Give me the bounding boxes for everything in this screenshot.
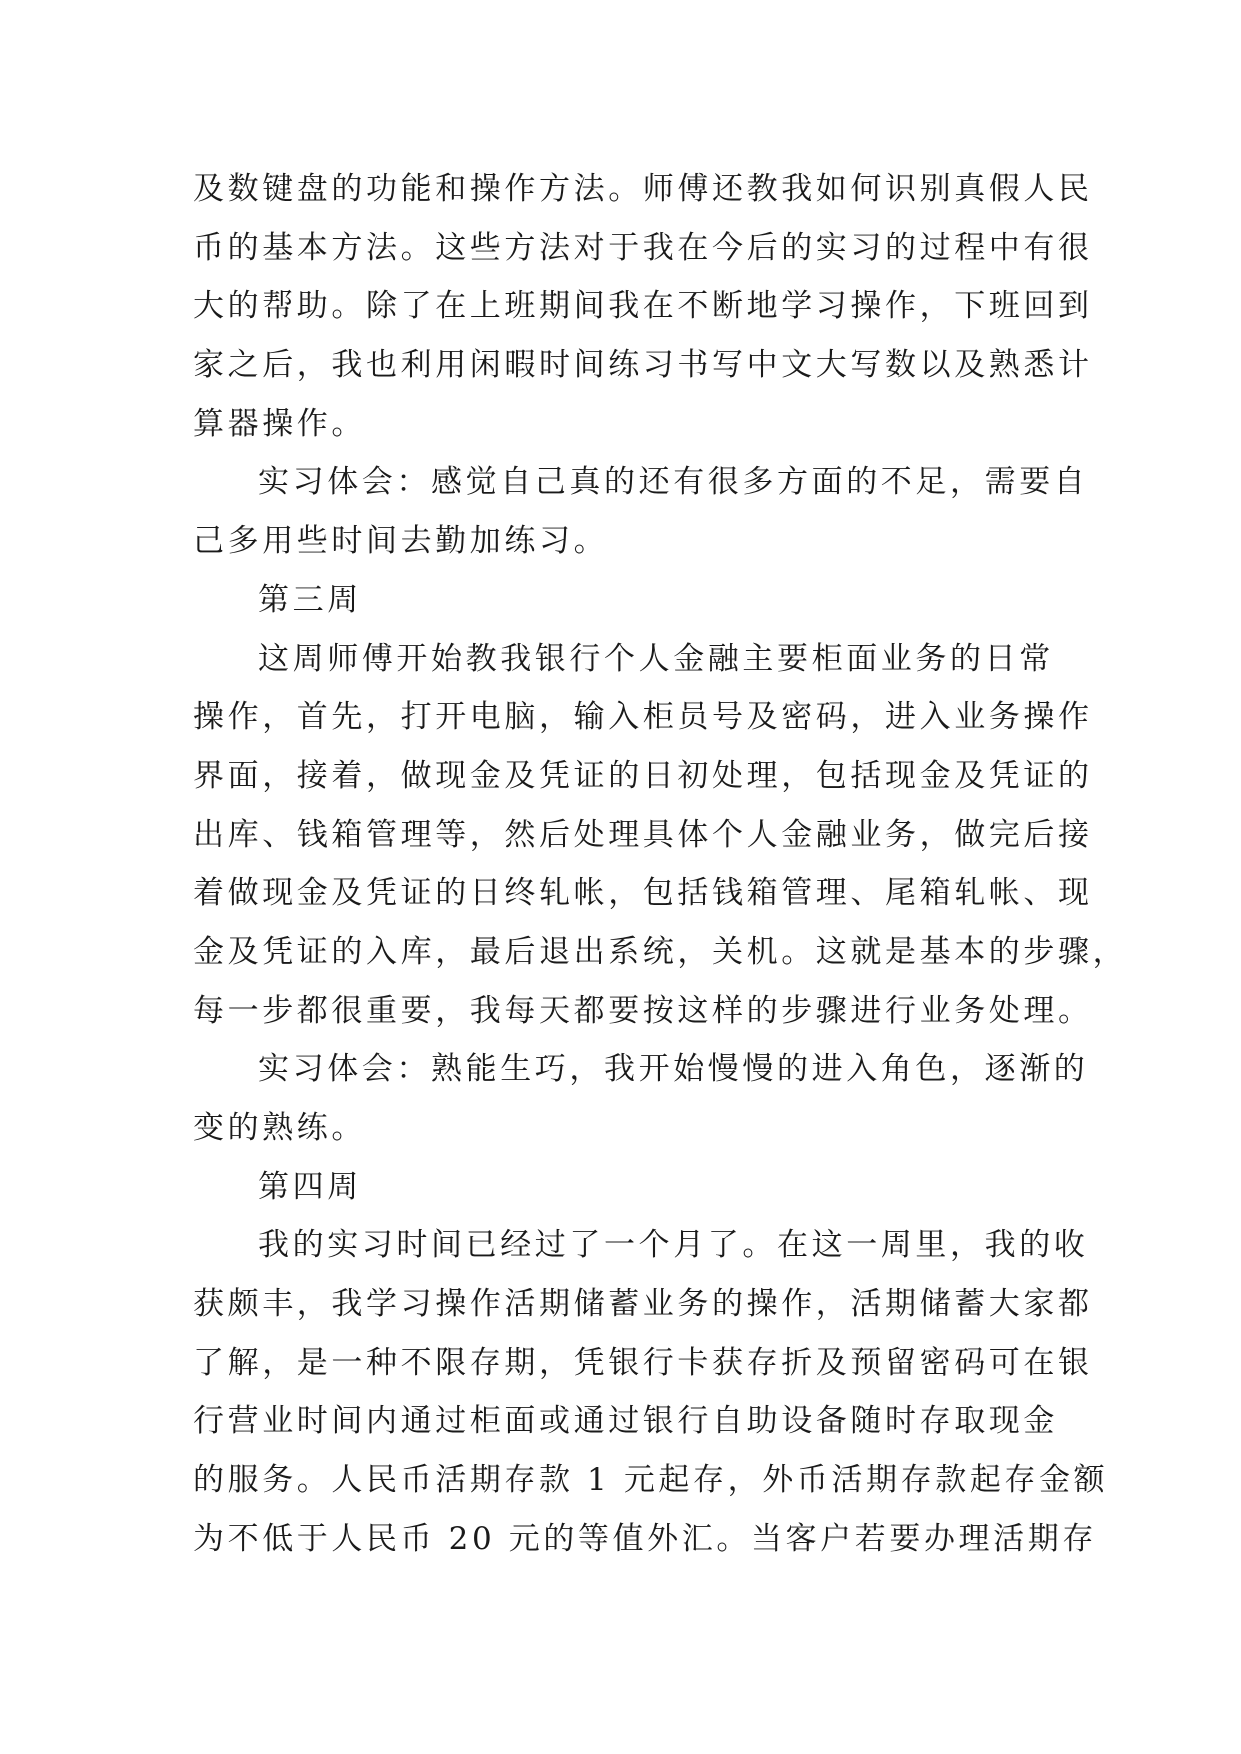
text-line: 实习体会：熟能生巧，我开始慢慢的进入角色，逐渐的 <box>258 1051 1089 1088</box>
text-line: 变的熟练。 <box>193 1110 366 1146</box>
text-line: 界面，接着，做现金及凭证的日初处理，包括现金及凭证的 <box>193 757 1093 794</box>
text-line: 出库、钱箱管理等，然后处理具体个人金融业务，做完后接 <box>193 816 1093 853</box>
text-line: 币的基本方法。这些方法对于我在今后的实习的过程中有很 <box>193 229 1093 266</box>
text-line: 为不低于人民币 20 元的等值外汇。当客户若要办理活期存 <box>193 1520 1097 1557</box>
body-text <box>193 160 1128 1569</box>
section-heading-week-4: 第四周 <box>258 1168 362 1205</box>
text-line: 这周师傅开始教我银行个人金融主要柜面业务的日常 <box>258 640 1054 677</box>
text-line: 的服务。人民币活期存款 1 元起存，外币活期存款起存金额 <box>193 1462 1109 1499</box>
text-line: 获颇丰，我学习操作活期储蓄业务的操作，活期储蓄大家都 <box>193 1286 1093 1323</box>
text-line: 己多用些时间去勤加练习。 <box>193 523 609 560</box>
text-line: 行营业时间内通过柜面或通过银行自助设备随时存取现金 <box>193 1403 1058 1440</box>
text-line: 实习体会：感觉自己真的还有很多方面的不足，需要自 <box>258 464 1089 501</box>
text-line: 金及凭证的入库，最后退出系统，关机。这就是基本的步骤， <box>193 933 1128 970</box>
text-line: 了解，是一种不限存期，凭银行卡获存折及预留密码可在银 <box>193 1344 1093 1381</box>
text-line: 大的帮助。除了在上班期间我在不断地学习操作，下班回到 <box>193 288 1093 325</box>
text-line: 算器操作。 <box>193 405 366 442</box>
text-line: 及数键盘的功能和操作方法。师傅还教我如何识别真假人民 <box>193 171 1093 207</box>
section-heading-week-3: 第三周 <box>258 581 362 618</box>
text-line: 家之后，我也利用闲暇时间练习书写中文大写数以及熟悉计 <box>193 347 1093 384</box>
text-line: 每一步都很重要，我每天都要按这样的步骤进行业务处理。 <box>193 992 1093 1029</box>
text-line: 我的实习时间已经过了一个月了。在这一周里，我的收 <box>258 1227 1089 1264</box>
text-line: 着做现金及凭证的日终轧帐，包括钱箱管理、尾箱轧帐、现 <box>193 875 1093 912</box>
text-line: 操作，首先，打开电脑，输入柜员号及密码，进入业务操作 <box>193 699 1093 736</box>
